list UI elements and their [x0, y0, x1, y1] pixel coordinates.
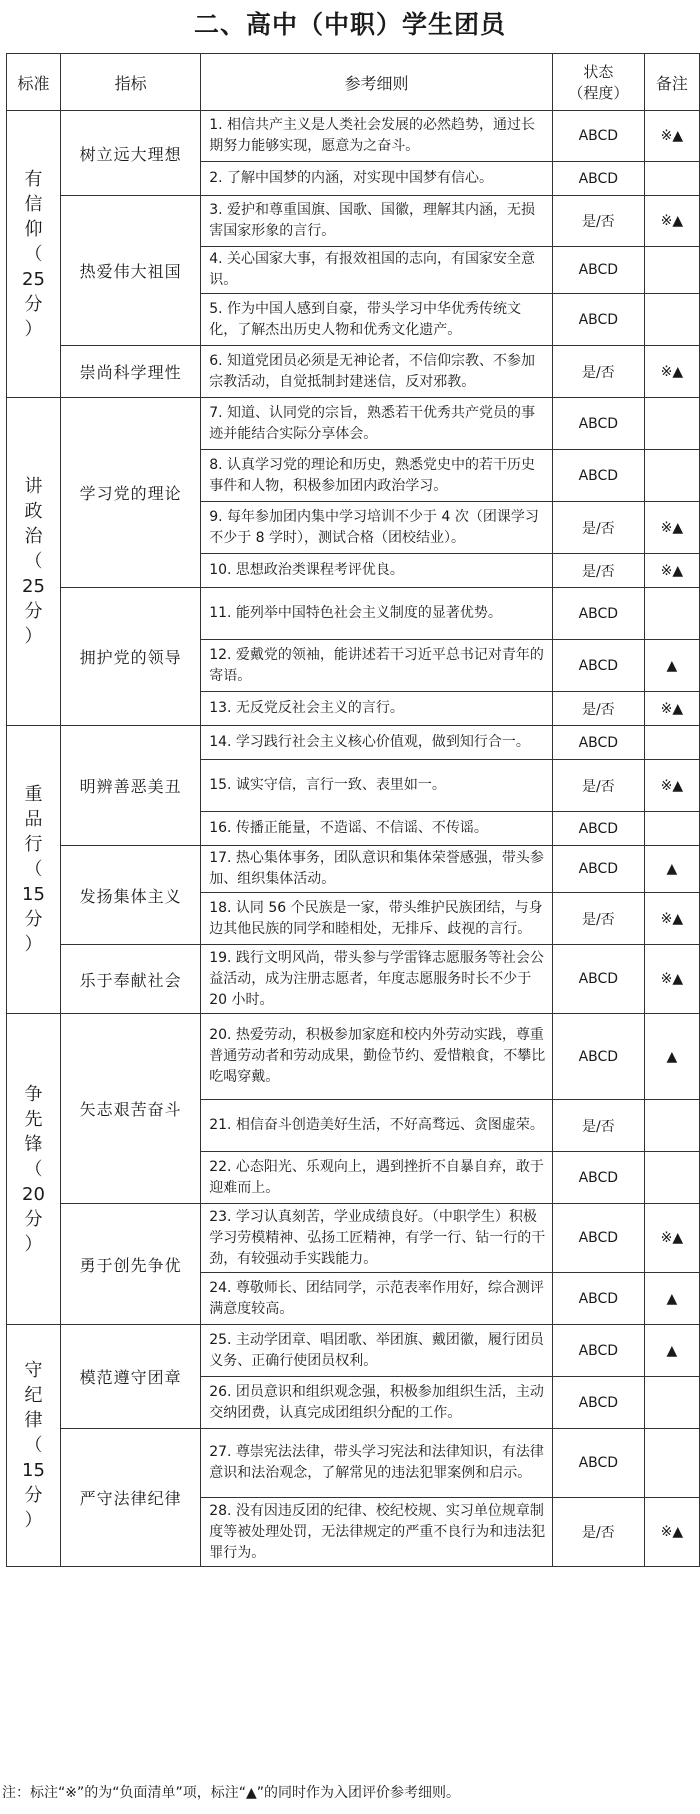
status-cell: 是/否 — [552, 346, 644, 398]
detail-cell: 23. 学习认真刻苦，学业成绩良好。（中职学生）积极学习劳模精神、弘扬工匠精神，有学一行、钻一行的干劲，有较强动手实践能力。 — [201, 1204, 553, 1273]
table-row — [7, 1325, 700, 1377]
detail-cell: 7. 知道、认同党的宗旨，熟悉若干优秀共产党员的事迹并能结合实际分享体会。 — [201, 398, 553, 450]
status-cell: ABCD — [552, 111, 644, 162]
detail-cell: 26. 团员意识和组织观念强，积极参加组织生活，主动交纳团费，认真完成团组织分配的工作。 — [201, 1377, 553, 1429]
detail-cell: 15. 诚实守信，言行一致、表里如一。 — [201, 760, 553, 812]
category-cell — [7, 726, 61, 1014]
category-cell — [7, 111, 61, 398]
detail-cell: 4. 关心国家大事，有报效祖国的志向，有国家安全意识。 — [201, 247, 553, 294]
category-char: 讲 — [24, 476, 43, 497]
table-row — [7, 1429, 700, 1498]
table-header-row — [7, 54, 700, 111]
header-status — [552, 54, 644, 111]
remark-cell: ※▲ — [644, 1204, 699, 1273]
status-cell: 是/否 — [552, 502, 644, 554]
remark-cell — [644, 726, 699, 760]
category-char: 守 — [24, 1360, 43, 1381]
indicator-cell: 明辨善恶美丑 — [61, 726, 201, 846]
remark-cell — [644, 1152, 699, 1204]
category-char: （ — [24, 1158, 43, 1180]
category-char: 有 — [24, 168, 43, 190]
detail-cell: 27. 尊崇宪法法律，带头学习宪法和法律知识，有法律意识和法治观念，了解常见的违法犯罪案例和启示。 — [201, 1429, 553, 1498]
status-cell: ABCD — [552, 398, 644, 450]
category-char: 律 — [24, 1410, 43, 1431]
header-status-line1: 状态 — [583, 63, 614, 81]
detail-cell: 2. 了解中国梦的内涵，对实现中国梦有信心。 — [201, 162, 553, 196]
detail-cell: 22. 心态阳光、乐观向上，遇到挫折不自暴自弃，敢于迎难而上。 — [201, 1152, 553, 1204]
status-cell: 是/否 — [552, 692, 644, 726]
category-cell — [7, 1014, 61, 1325]
detail-cell: 28. 没有因违反团的纪律、校纪校规、实习单位规章制度等被处理处罚，无法律规定的严重不良行为和违法犯罪行为。 — [201, 1498, 553, 1567]
detail-cell: 16. 传播正能量，不造谣、不信谣、不传谣。 — [201, 812, 553, 846]
status-cell: ABCD — [552, 1377, 644, 1429]
remark-cell: ※▲ — [644, 945, 699, 1014]
remark-cell: ▲ — [644, 1325, 699, 1377]
remark-cell — [644, 1377, 699, 1429]
status-cell: ABCD — [552, 812, 644, 846]
category-char: （ — [24, 1435, 43, 1456]
category-char: 政 — [24, 501, 43, 522]
category-char: ） — [24, 1233, 43, 1255]
detail-cell: 11. 能列举中国特色社会主义制度的显著优势。 — [201, 588, 553, 640]
detail-cell: 3. 爱护和尊重国旗、国歌、国徽，理解其内涵，无损害国家形象的言行。 — [201, 196, 553, 247]
indicator-cell: 矢志艰苦奋斗 — [61, 1014, 201, 1204]
category-char: ） — [24, 626, 43, 647]
category-char: 治 — [24, 526, 43, 547]
indicator-cell: 严守法律纪律 — [61, 1429, 201, 1567]
detail-cell: 8. 认真学习党的理论和历史，熟悉党史中的若干历史事件和人物，积极参加团内政治学习。 — [201, 450, 553, 502]
status-cell: 是/否 — [552, 1100, 644, 1152]
category-char: 仰 — [24, 218, 43, 240]
remark-cell: ※▲ — [644, 346, 699, 398]
category-char: ） — [24, 934, 43, 955]
category-char: 25 — [22, 576, 45, 597]
status-cell: ABCD — [552, 945, 644, 1014]
remark-cell — [644, 1429, 699, 1498]
status-cell: ABCD — [552, 1014, 644, 1100]
detail-cell: 18. 认同 56 个民族是一家，带头维护民族团结，与身边其他民族的同学和睦相处，无排斥、歧视的言行。 — [201, 893, 553, 945]
detail-cell: 17. 热心集体事务，团队意识和集体荣誉感强，带头参加、组织集体活动。 — [201, 846, 553, 893]
category-char: 品 — [24, 809, 43, 830]
category-char: 先 — [24, 1108, 43, 1130]
remark-cell — [644, 162, 699, 196]
category-char: 重 — [24, 784, 43, 805]
remark-cell — [644, 294, 699, 346]
status-cell: ABCD — [552, 450, 644, 502]
indicator-cell: 树立远大理想 — [61, 111, 201, 196]
category-char: 分 — [24, 909, 43, 930]
remark-cell — [644, 812, 699, 846]
detail-cell: 10. 思想政治类课程考评优良。 — [201, 554, 553, 588]
status-cell: ABCD — [552, 1273, 644, 1325]
status-cell: ABCD — [552, 1204, 644, 1273]
remark-cell: ※▲ — [644, 502, 699, 554]
status-cell: ABCD — [552, 294, 644, 346]
status-cell: ABCD — [552, 640, 644, 692]
remark-cell: ※▲ — [644, 196, 699, 247]
remark-cell: ▲ — [644, 640, 699, 692]
detail-cell: 1. 相信共产主义是人类社会发展的必然趋势，通过长期努力能够实现，愿意为之奋斗。 — [201, 111, 553, 162]
table-row — [7, 726, 700, 760]
detail-cell: 21. 相信奋斗创造美好生活，不好高骛远、贪图虚荣。 — [201, 1100, 553, 1152]
table-row — [7, 111, 700, 162]
detail-cell: 24. 尊敬师长、团结同学，示范表率作用好，综合测评满意度较高。 — [201, 1273, 553, 1325]
indicator-cell: 学习党的理论 — [61, 398, 201, 588]
category-char: 分 — [24, 1208, 43, 1230]
category-char: ） — [24, 1510, 43, 1531]
detail-cell: 14. 学习践行社会主义核心价值观，做到知行合一。 — [201, 726, 553, 760]
remark-cell: ▲ — [644, 846, 699, 893]
remark-cell — [644, 1100, 699, 1152]
category-char: 25 — [22, 268, 45, 290]
category-char: 纪 — [24, 1385, 43, 1406]
indicator-cell: 勇于创先争优 — [61, 1204, 201, 1325]
status-cell: ABCD — [552, 247, 644, 294]
status-cell: 是/否 — [552, 893, 644, 945]
header-details: 参考细则 — [201, 54, 553, 111]
status-cell: ABCD — [552, 162, 644, 196]
evaluation-table — [6, 53, 700, 1567]
header-standard: 标准 — [7, 54, 61, 111]
category-char: 15 — [22, 1460, 45, 1481]
category-char: （ — [24, 243, 43, 265]
category-char: 锋 — [24, 1133, 43, 1155]
status-cell: ABCD — [552, 1152, 644, 1204]
table-row — [7, 1204, 700, 1273]
category-char: 分 — [24, 293, 43, 315]
header-indicator: 指标 — [61, 54, 201, 111]
category-char: 信 — [24, 193, 43, 215]
detail-cell: 6. 知道党团员必须是无神论者，不信仰宗教、不参加宗教活动，自觉抵制封建迷信，反对邪教。 — [201, 346, 553, 398]
category-char: 行 — [24, 834, 43, 855]
table-row — [7, 1014, 700, 1100]
detail-cell: 13. 无反党反社会主义的言行。 — [201, 692, 553, 726]
remark-cell — [644, 588, 699, 640]
status-cell: ABCD — [552, 588, 644, 640]
category-cell — [7, 1325, 61, 1567]
detail-cell: 20. 热爱劳动，积极参加家庭和校内外劳动实践，尊重普通劳动者和劳动成果，勤俭节约、爱惜粮食，不攀比吃喝穿戴。 — [201, 1014, 553, 1100]
table-row — [7, 346, 700, 398]
detail-cell: 12. 爱戴党的领袖，能讲述若干习近平总书记对青年的寄语。 — [201, 640, 553, 692]
category-char: （ — [24, 859, 43, 880]
indicator-cell: 崇尚科学理性 — [61, 346, 201, 398]
table-body — [7, 111, 700, 1567]
remark-cell: ▲ — [644, 1273, 699, 1325]
status-cell: ABCD — [552, 1325, 644, 1377]
footnote: 注：标注“※”的为“负面清单”项，标注“▲”的同时作为入团评价参考细则。 — [2, 1785, 461, 1801]
status-cell: ABCD — [552, 1429, 644, 1498]
indicator-cell: 热爱伟大祖国 — [61, 196, 201, 346]
status-cell: 是/否 — [552, 760, 644, 812]
table-row — [7, 588, 700, 640]
remark-cell: ▲ — [644, 1014, 699, 1100]
status-cell: 是/否 — [552, 554, 644, 588]
indicator-cell: 模范遵守团章 — [61, 1325, 201, 1429]
indicator-cell: 发扬集体主义 — [61, 846, 201, 945]
header-status-line2: （程度） — [568, 84, 629, 102]
status-cell: 是/否 — [552, 1498, 644, 1567]
detail-cell: 9. 每年参加团内集中学习培训不少于 4 次（团课学习不少于 8 学时），测试合格（团校结业）。 — [201, 502, 553, 554]
remark-cell: ※▲ — [644, 692, 699, 726]
remark-cell — [644, 247, 699, 294]
header-remark: 备注 — [644, 54, 699, 111]
category-char: （ — [24, 551, 43, 572]
remark-cell: ※▲ — [644, 893, 699, 945]
remark-cell: ※▲ — [644, 111, 699, 162]
table-row — [7, 945, 700, 1014]
detail-cell: 19. 践行文明风尚，带头参与学雷锋志愿服务等社会公益活动，成为注册志愿者，年度志愿服务时长不少于 20 小时。 — [201, 945, 553, 1014]
remark-cell: ※▲ — [644, 760, 699, 812]
category-char: 分 — [24, 1485, 43, 1506]
status-cell: ABCD — [552, 726, 644, 760]
category-char: 分 — [24, 601, 43, 622]
remark-cell — [644, 398, 699, 450]
remark-cell: ※▲ — [644, 554, 699, 588]
category-char: ） — [24, 318, 43, 340]
remark-cell — [644, 450, 699, 502]
status-cell: ABCD — [552, 846, 644, 893]
category-char: 20 — [22, 1183, 45, 1205]
table-row — [7, 846, 700, 893]
status-cell: 是/否 — [552, 196, 644, 247]
category-cell — [7, 398, 61, 726]
category-char: 15 — [22, 884, 45, 905]
detail-cell: 25. 主动学团章、唱团歌、举团旗、戴团徽，履行团员义务、正确行使团员权利。 — [201, 1325, 553, 1377]
detail-cell: 5. 作为中国人感到自豪，带头学习中华优秀传统文化，了解杰出历史人物和优秀文化遗产。 — [201, 294, 553, 346]
indicator-cell: 乐于奉献社会 — [61, 945, 201, 1014]
category-char: 争 — [24, 1083, 43, 1105]
indicator-cell: 拥护党的领导 — [61, 588, 201, 726]
page-title: 二、高中（中职）学生团员 — [193, 10, 506, 39]
table-row — [7, 196, 700, 247]
remark-cell: ※▲ — [644, 1498, 699, 1567]
table-row — [7, 398, 700, 450]
